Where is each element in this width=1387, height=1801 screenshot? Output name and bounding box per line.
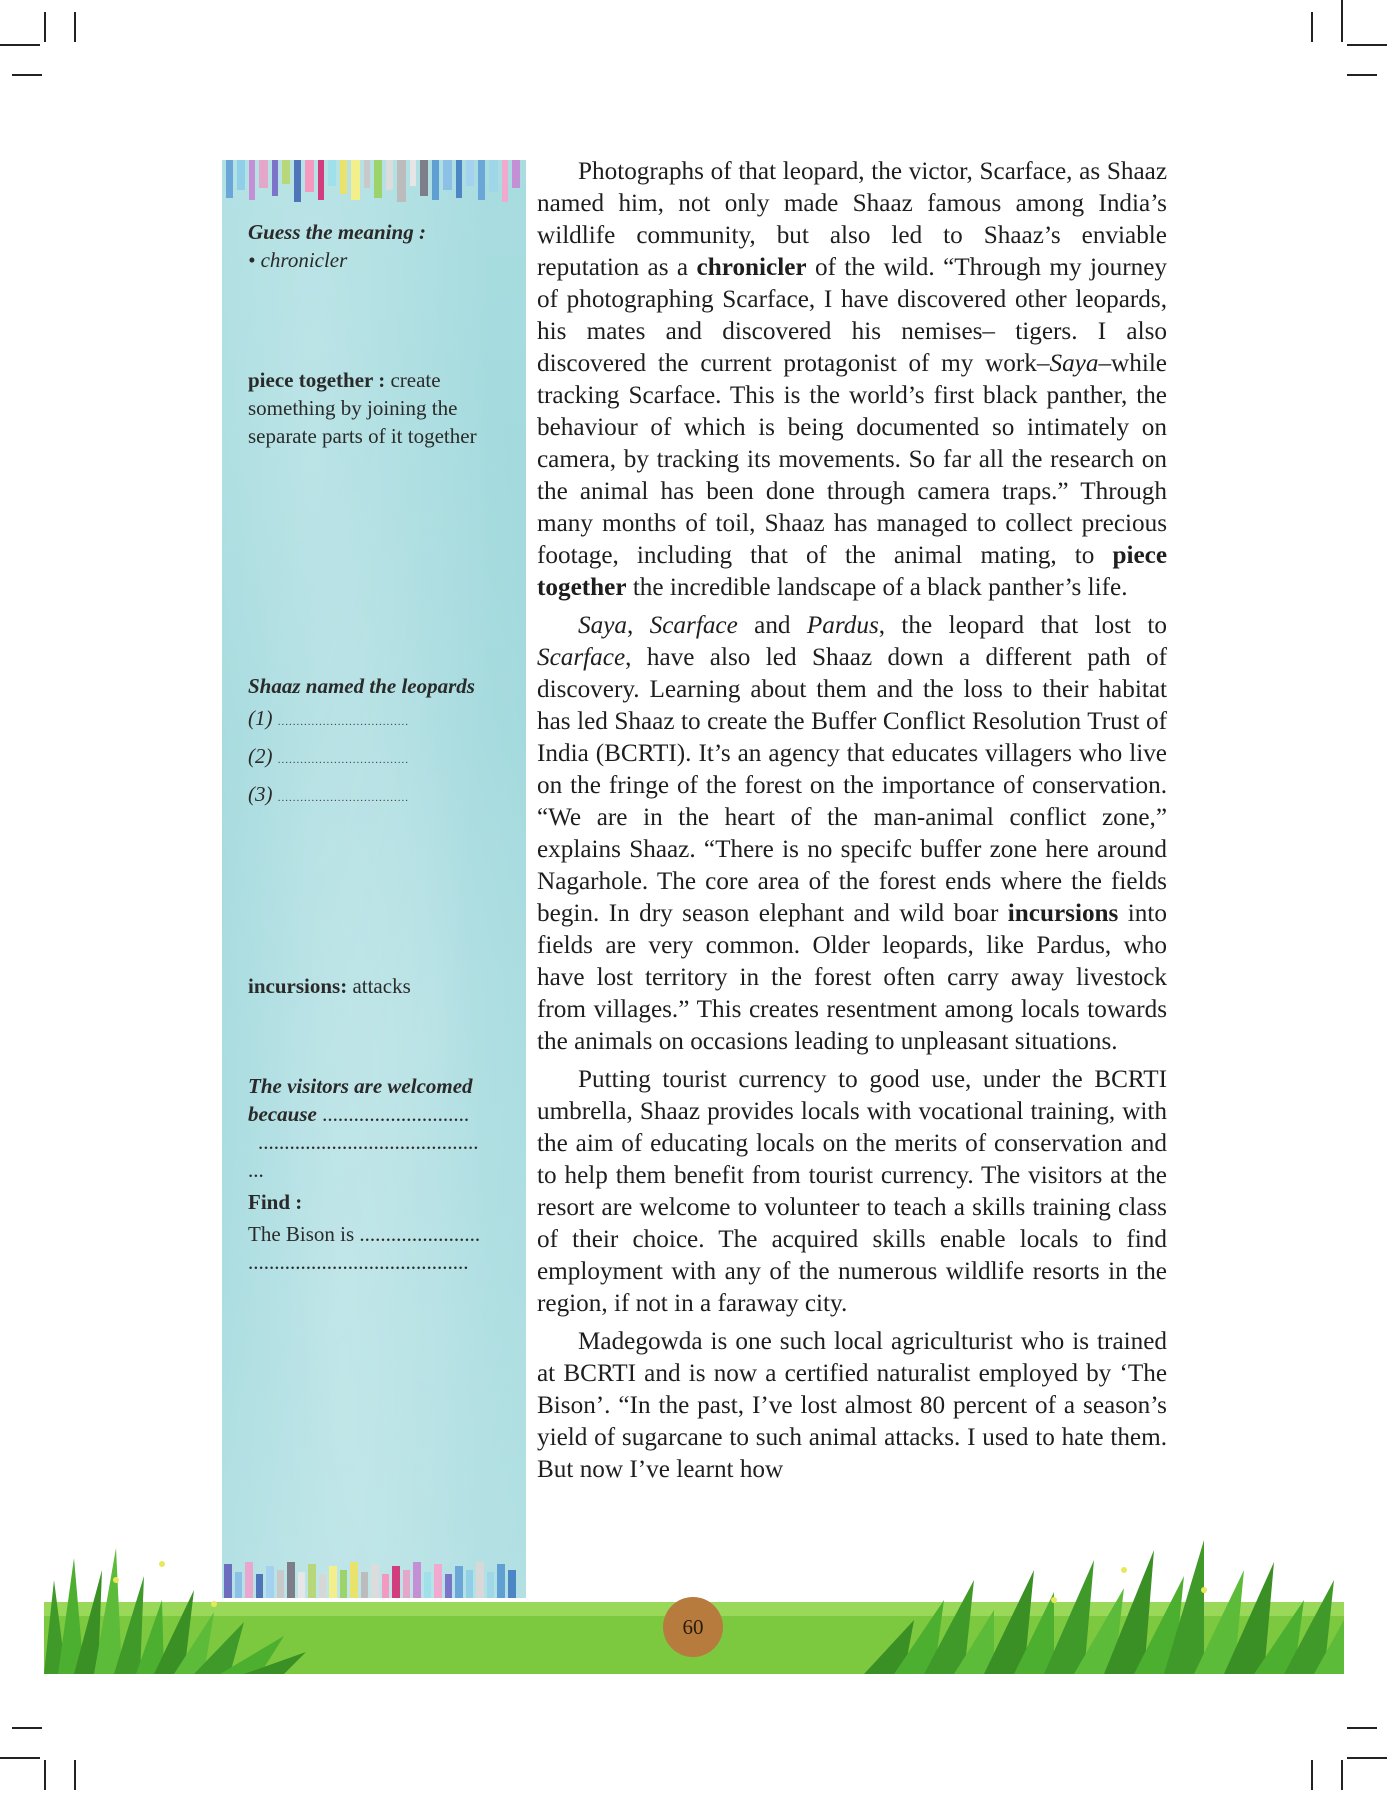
crop-mark bbox=[1341, 1760, 1343, 1790]
find-prompt: The Bison is bbox=[248, 1222, 355, 1246]
gloss-definition: separate parts of it together bbox=[248, 424, 477, 448]
text-run: Scarface bbox=[537, 644, 626, 671]
paragraph: Putting tourist currency to good use, under the BCRTI umbrella, Shaaz provides locals with vocational training, with the aim of educating locals on the merits of conservation and to help them benefit from tourist currency. The visitors at the resort are welcome to volunteer to teach a skills training class of their choice. The acquired skills enable locals to find employment with any of the numerous wildlife resorts in the region, if not in a faraway city. bbox=[537, 1066, 1167, 1317]
crop-mark bbox=[1347, 1757, 1387, 1759]
crop-mark bbox=[1341, 0, 1343, 42]
crop-mark bbox=[0, 1757, 40, 1759]
crop-mark bbox=[1347, 44, 1387, 46]
crop-mark bbox=[12, 1727, 42, 1729]
piece-together-gloss bbox=[248, 366, 508, 450]
blank-label: (3) bbox=[248, 782, 273, 806]
crop-mark bbox=[0, 44, 40, 46]
gloss-definition: attacks bbox=[347, 974, 411, 998]
crop-mark bbox=[1311, 1760, 1313, 1790]
guess-meaning-note bbox=[248, 218, 508, 274]
text-run: Saya bbox=[1049, 350, 1099, 377]
crop-mark bbox=[12, 74, 42, 76]
paragraph bbox=[537, 156, 1167, 604]
text-run: of the wild. “Through my journey of photographing Scarface, I have discovered other leopards, his mates and discovered his nemises– tigers. I also discovered the current protagonist of my work– bbox=[537, 254, 1167, 377]
answer-blank[interactable]: .......................................... bbox=[258, 1130, 479, 1154]
decorative-stripes-top bbox=[222, 160, 526, 204]
visitors-heading: The visitors are welcomed because bbox=[248, 1074, 473, 1126]
keyword-piece-together: piece together bbox=[537, 542, 1167, 601]
text-run: into fields are very common. Older leopards, like Pardus, who have lost territory in the forest often carry away livestock from villages.” This creates resentment among locals towards the animals on occasions leading to unpleasant situations. bbox=[537, 900, 1167, 1055]
answer-blank[interactable]: ....................... bbox=[359, 1222, 481, 1246]
gloss-term: incursions: bbox=[248, 974, 348, 998]
text-run: Photographs of that leopard, the victor, Scarface, as Shaaz named him, not only made Shaaz famous among India’s wildlife community, but also led to Shaaz’s enviable reputation as a bbox=[537, 158, 1167, 281]
text-run: , bbox=[626, 612, 650, 639]
text-run: Scarface bbox=[649, 612, 738, 639]
visitors-exercise bbox=[248, 1072, 508, 1276]
main-text-column bbox=[537, 156, 1167, 1492]
crop-mark bbox=[1347, 1727, 1377, 1729]
text-run: Pardus bbox=[806, 612, 879, 639]
incursions-gloss bbox=[248, 972, 508, 1000]
crop-mark bbox=[44, 1760, 46, 1790]
crop-mark bbox=[44, 12, 46, 42]
gloss-definition: something by joining the bbox=[248, 396, 458, 420]
answer-blank[interactable]: ................................... bbox=[277, 716, 409, 728]
text-run: and bbox=[737, 612, 807, 639]
answer-blank[interactable]: ................................... bbox=[277, 792, 409, 804]
margin-notes-sidebar bbox=[222, 160, 526, 1598]
answer-blank[interactable]: ............................ bbox=[322, 1102, 470, 1126]
text-run: the incredible landscape of a black panther’s life. bbox=[626, 574, 1128, 601]
guess-meaning-heading: Guess the meaning : bbox=[248, 220, 426, 244]
gloss-definition: create bbox=[385, 368, 441, 392]
text-run: , have also led Shaaz down a different path of discovery. Learning about them and the loss to their habitat has led Shaaz to create the Buffer Conflict Resolution Trust of India (BCRTI). It’s an agency that educates villagers who live on the fringe of the forest on the importance of conservation. “We are in the heart of the man-animal conflict zone,” explains Shaaz. “There is no specifc buffer zone here around Nagarhole. The core area of the forest ends where the fields begin. In dry season elephant and wild boar bbox=[537, 644, 1167, 927]
keyword-incursions: incursions bbox=[1007, 900, 1119, 927]
answer-blank[interactable]: ................................... bbox=[277, 754, 409, 766]
answer-blank[interactable]: ... bbox=[248, 1158, 264, 1182]
text-run: Saya bbox=[578, 612, 627, 639]
guess-meaning-item: • chronicler bbox=[248, 248, 348, 272]
paragraph: Madegowda is one such local agriculturist who is trained at BCRTI and is now a certified naturalist employed by ‘The Bison’. “In the past, I’ve lost almost 80 percent of a season’s yield of sugarcane to such animal attacks. I used to hate them. But now I’ve learnt how bbox=[537, 1328, 1167, 1483]
answer-blank[interactable]: .......................................... bbox=[248, 1250, 469, 1274]
text-run: , the leopard that lost to bbox=[878, 612, 1167, 639]
crop-mark bbox=[74, 1760, 76, 1790]
crop-mark bbox=[1347, 74, 1377, 76]
blank-label: (1) bbox=[248, 706, 273, 730]
leopards-heading: Shaaz named the leopards bbox=[248, 674, 475, 698]
leopards-exercise bbox=[248, 672, 508, 812]
page-number-badge: 60 bbox=[663, 1597, 723, 1657]
keyword-chronicler: chronicler bbox=[696, 254, 807, 281]
find-heading: Find : bbox=[248, 1190, 303, 1214]
gloss-term: piece together : bbox=[248, 368, 386, 392]
crop-mark bbox=[1311, 12, 1313, 42]
text-run: –while tracking Scarface. This is the world’s first black panther, the behaviour of which is being documented so intimately on camera, by tracking its movements. So far all the research on the animal has been done through camera traps.” Through many months of toil, Shaaz has managed to collect precious footage, including that of the animal mating, to bbox=[537, 350, 1167, 569]
crop-mark bbox=[74, 12, 76, 42]
blank-label: (2) bbox=[248, 744, 273, 768]
paragraph bbox=[537, 610, 1167, 1058]
